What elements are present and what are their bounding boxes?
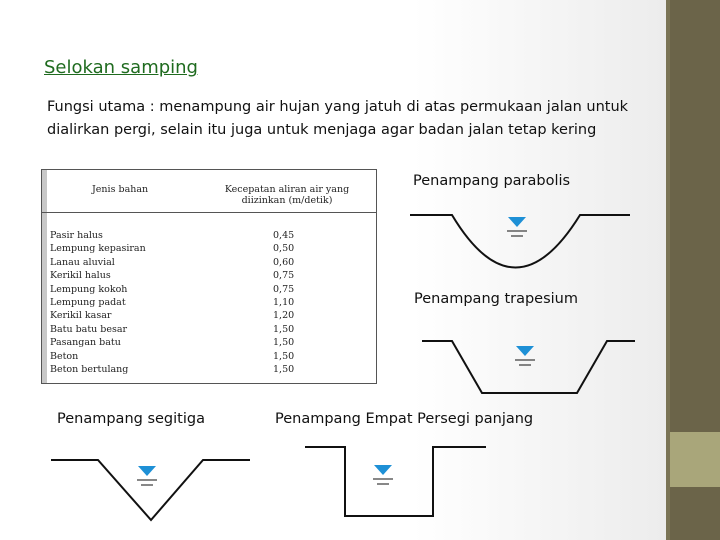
table-row: [50, 256, 370, 269]
rectangle-section-diagram: [300, 440, 490, 530]
table-row: [50, 309, 370, 322]
velocity-table: [41, 169, 377, 384]
table-row: [50, 296, 370, 309]
caption-parabolic: Penampang parabolis: [413, 173, 571, 189]
material-name: Kerikil halus: [50, 270, 111, 282]
description-paragraph: Fungsi utama : menampung air hujan yang jatuh di atas permukaan jalan untuk dialirkan pergi, selain itu juga untuk menjaga agar badan jalan tetap kering: [47, 99, 629, 138]
table-left-strip: [42, 170, 47, 383]
velocity-value: 0,75: [273, 270, 295, 282]
velocity-value: 0,75: [273, 283, 295, 295]
caption-triangle: Penampang segitiga: [57, 411, 205, 427]
slide-title: Selokan samping: [44, 57, 198, 78]
table-body: [50, 229, 370, 376]
table-row: [50, 229, 370, 242]
table-row: [50, 269, 370, 282]
triangle-section-diagram: [48, 450, 253, 525]
material-name: Batu batu besar: [50, 323, 128, 335]
parabolic-section-diagram: [405, 200, 635, 275]
velocity-value: 1,50: [273, 337, 295, 349]
material-name: Lanau aluvial: [50, 256, 115, 268]
water-level-icon: [516, 346, 534, 356]
velocity-value: 1,50: [273, 350, 295, 362]
velocity-value: 0,50: [273, 243, 295, 255]
velocity-value: 1,50: [273, 363, 295, 375]
table-row: [50, 350, 370, 363]
material-name: Lempung padat: [50, 296, 126, 308]
velocity-value: 1,50: [273, 323, 295, 335]
material-name: Pasir halus: [50, 230, 103, 241]
material-name: Pasangan batu: [50, 337, 121, 349]
sidebar-accent-block: [670, 432, 720, 487]
material-name: Lempung kepasiran: [50, 243, 146, 255]
water-level-icon: [138, 466, 156, 476]
velocity-value: 0,60: [273, 256, 295, 268]
table-row: [50, 336, 370, 349]
caption-rectangle: Penampang Empat Persegi panjang: [275, 411, 534, 427]
table-row: [50, 283, 370, 296]
table-row: [50, 323, 370, 336]
caption-trapezoid: Penampang trapesium: [414, 291, 578, 307]
velocity-value: 1,20: [273, 310, 295, 322]
velocity-value: 1,10: [273, 296, 295, 308]
material-name: Kerikil kasar: [50, 310, 112, 322]
material-name: Beton bertulang: [50, 363, 129, 375]
table-header-velocity: Kecepatan aliran air yang diizinkan (m/detik): [224, 184, 350, 206]
trapezoid-section-diagram: [420, 330, 640, 400]
table-header-rule: [42, 212, 376, 213]
table-header-material: Jenis bahan: [92, 184, 149, 195]
water-level-icon: [374, 465, 392, 475]
table-row: [50, 242, 370, 255]
water-level-icon: [508, 217, 526, 227]
material-name: Beton: [50, 350, 79, 362]
velocity-value: 0,45: [273, 230, 295, 241]
table-row: [50, 363, 370, 376]
material-name: Lempung kokoh: [50, 283, 128, 295]
